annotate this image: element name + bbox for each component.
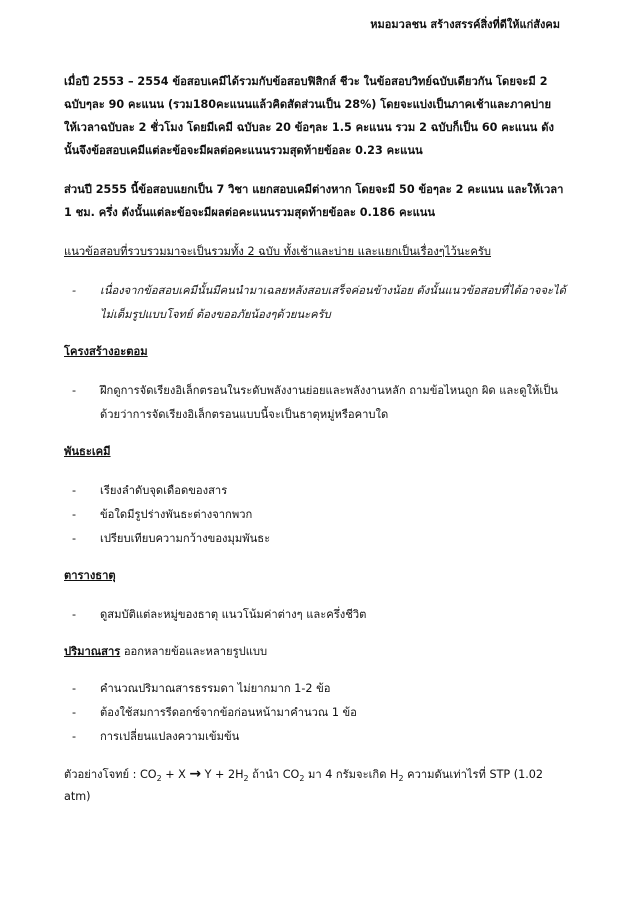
list-item-text: การเปลี่ยนแปลงความเข้มข้น xyxy=(100,730,240,743)
list-item-text: คำนวณปริมาณสารธรรมดา ไม่ยากมาก 1-2 ข้อ xyxy=(100,682,331,695)
section-heading-periodic-table: ตารางธาตุ xyxy=(64,569,116,582)
list-item xyxy=(64,527,566,551)
example-products: Y + 2H xyxy=(201,768,244,781)
intro-paragraph: เมื่อปี 2553 – 2554 ข้อสอบเคมีได้รวมกับข้อสอบฟิสิกส์ ชีวะ ในข้อสอบวิทย์ฉบับเดียวกัน โดยจะมี 2 ฉบับๆละ 90 คะแนน (รวม180คะแนนแล้วคิดสัดส่วนเป็น 28%) โดยจะแบ่งเป็นภาคเช้าและภาคบ่าย ให้เวลาฉบับละ 2 ชั่วโมง โดยมีเคมี ฉบับละ 20 ข้อๆละ 1.5 คะแนน รวม 2 ฉบับก็เป็น 60 คะแนน ดังนั้นจึงข้อสอบเคมีแต่ละข้อจะมีผลต่อคะแนนรวมสุดท้ายข้อละ 0.23 คะแนน xyxy=(64,75,554,157)
list-item xyxy=(64,701,566,725)
example-amount: มา 4 กรัมจะเกิด H xyxy=(304,768,399,781)
list-item xyxy=(64,677,566,701)
subscript: 2 xyxy=(398,774,404,783)
example-reactant-x: + X xyxy=(161,768,190,781)
guideline-list xyxy=(64,279,566,327)
list-item xyxy=(64,279,566,327)
year-2555-paragraph: ส่วนปี 2555 นี้ข้อสอบแยกเป็น 7 วิชา แยกสอบเคมีต่างหาก โดยจะมี 50 ข้อๆละ 2 คะแนน และให้เวลา 1 ชม. ครึ่ง ดังนั้นแต่ละข้อจะมีผลต่อคะแนนรวมสุดท้ายข้อละ 0.186 คะแนน xyxy=(64,183,564,219)
section-heading-atomic-structure: โครงสร้างอะตอม xyxy=(64,345,148,358)
guideline-heading: แนวข้อสอบที่รวบรวมมาจะเป็นรวมทั้ง 2 ฉบับ ทั้งเช้าและบ่าย และแยกเป็นเรื่องๆไว้นะครับ xyxy=(64,245,491,258)
section-heading-stoichiometry: ปริมาณสาร xyxy=(64,645,121,658)
example-problem xyxy=(64,763,566,808)
section-heading-chemical-bonds: พันธะเคมี xyxy=(64,445,111,458)
stoichiometry-list xyxy=(64,677,566,749)
subscript: 2 xyxy=(299,774,305,783)
periodic-table-list xyxy=(64,603,566,627)
subscript: 2 xyxy=(243,774,249,783)
stoichiometry-heading-line xyxy=(64,641,566,663)
dash-bullet: - xyxy=(72,532,77,545)
atomic-structure-list xyxy=(64,379,566,427)
guideline-note: เนื่องจากข้อสอบเคมีนั้นมีคนนำมาเฉลยหลังสอบเสร็จค่อนข้างน้อย ดังนั้นแนวข้อสอบที่ได้อาจจะได้ไม่เต็มรูปแบบโจทย์ ต้องขออภัยน้องๆด้วยนะครับ xyxy=(100,284,566,321)
list-item-text: เปรียบเทียบความกว้างของมุมพันธะ xyxy=(100,532,271,545)
example-label: ตัวอย่างโจทย์ : CO xyxy=(64,768,157,781)
list-item-text: ดูสมบัติแต่ละหมู่ของธาตุ แนวโน้มค่าต่างๆ และครึ่งชีวิต xyxy=(100,608,367,621)
list-item-text: ข้อใดมีรูปร่างพันธะต่างจากพวก xyxy=(100,508,253,521)
stoichiometry-heading-suffix: ออกหลายข้อและหลายรูปแบบ xyxy=(120,645,268,658)
list-item xyxy=(64,379,566,427)
dash-bullet: - xyxy=(72,730,77,743)
subscript: 2 xyxy=(156,774,162,783)
document-body xyxy=(64,70,566,808)
dash-bullet: - xyxy=(72,484,77,497)
dash-bullet: - xyxy=(72,384,77,397)
dash-bullet: - xyxy=(72,608,77,621)
chemical-bonds-list xyxy=(64,479,566,551)
example-question: ความดันเท่าไรที่ STP (1.02 atm) xyxy=(64,768,543,803)
dash-bullet: - xyxy=(72,682,77,695)
list-item xyxy=(64,603,566,627)
list-item-text: ต้องใช้สมการรีดอกซ์จากข้อก่อนหน้ามาคำนวณ 1 ข้อ xyxy=(100,706,357,719)
dash-bullet: - xyxy=(72,284,77,297)
list-item-text: ฝึกดูการจัดเรียงอิเล็กตรอนในระดับพลังงานย่อยและพลังงานหลัก ถามข้อไหนถูก ผิด และดูให้เป็นด้วยว่าการจัดเรียงอิเล็กตรอนแบบนี้จะเป็นธาตุหมู่หรือคาบใด xyxy=(100,384,558,421)
example-given: ถ้านำ CO xyxy=(248,768,300,781)
list-item xyxy=(64,503,566,527)
page-header: หมอมวลชน สร้างสรรค์สิ่งที่ดีให้แก่สังคม xyxy=(370,18,560,31)
reaction-arrow-icon: → xyxy=(189,766,202,782)
dash-bullet: - xyxy=(72,706,77,719)
list-item xyxy=(64,725,566,749)
list-item xyxy=(64,479,566,503)
dash-bullet: - xyxy=(72,508,77,521)
list-item-text: เรียงลำดับจุดเดือดของสาร xyxy=(100,484,228,497)
